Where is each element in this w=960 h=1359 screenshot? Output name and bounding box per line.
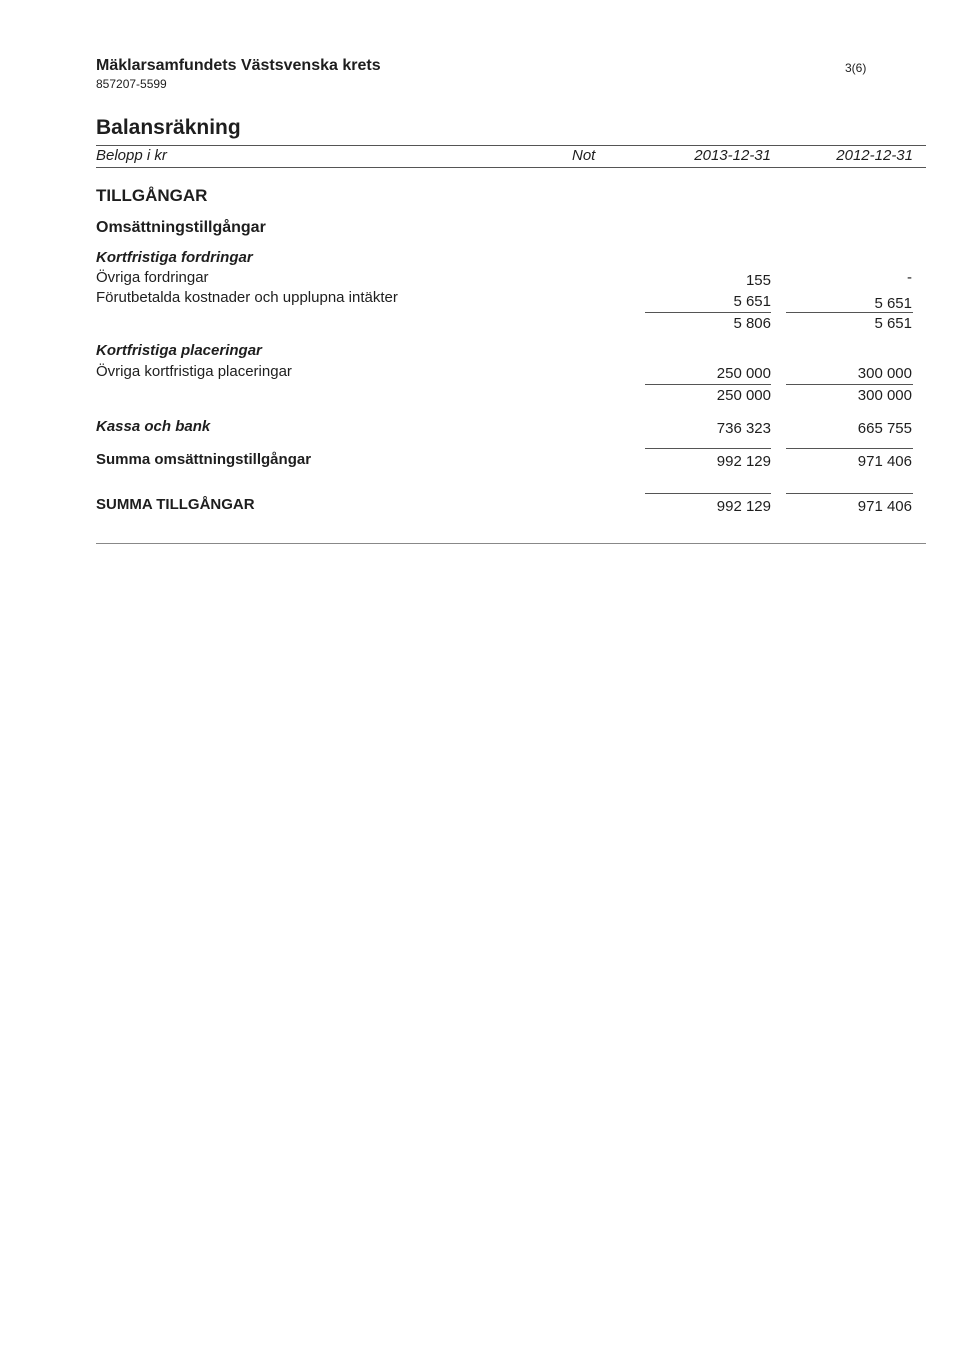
row-value-2012-total-assets: 971 406 xyxy=(857,498,912,515)
organization-number: 857207-5599 xyxy=(96,77,167,91)
row-value-2013-cash: 736 323 xyxy=(716,420,771,437)
row-value-2012-other-receivables: - xyxy=(907,269,912,286)
total-rule-2012 xyxy=(786,493,913,494)
column-header-unit: Belopp i kr xyxy=(96,147,167,164)
section-heading-current-assets: Omsättningstillgångar xyxy=(96,219,266,236)
row-value-2012-total-current-assets: 971 406 xyxy=(857,453,912,470)
row-value-2013-prepaid-expenses: 5 651 xyxy=(733,293,771,310)
column-header-year-2012: 2012-12-31 xyxy=(836,147,913,164)
subtotal-rule-2012 xyxy=(786,384,913,385)
subtotal-value-2013-investments: 250 000 xyxy=(716,387,771,404)
row-value-2013-total-current-assets: 992 129 xyxy=(716,453,771,470)
subtotal-rule-2013 xyxy=(645,312,771,313)
row-value-2013-other-investments: 250 000 xyxy=(716,365,771,382)
row-value-2013-other-receivables: 155 xyxy=(745,272,771,289)
page-number: 3(6) xyxy=(845,61,867,75)
header-rule xyxy=(96,167,926,168)
total-rule-2013 xyxy=(645,493,771,494)
subtotal-value-2012-investments: 300 000 xyxy=(857,387,912,404)
subtotal-rule-2013 xyxy=(645,384,771,385)
total-rule-2012 xyxy=(786,448,913,449)
row-value-2012-prepaid-expenses: 5 651 xyxy=(874,295,912,312)
row-label-other-investments: Övriga kortfristiga placeringar xyxy=(96,363,292,380)
subsection-heading-investments: Kortfristiga placeringar xyxy=(96,342,262,359)
row-label-cash: Kassa och bank xyxy=(96,418,211,435)
column-header-year-2013: 2013-12-31 xyxy=(694,147,771,164)
bottom-rule xyxy=(96,543,926,544)
section-heading-assets: TILLGÅNGAR xyxy=(96,186,208,205)
row-label-total-current-assets: Summa omsättningstillgångar xyxy=(96,451,312,468)
organization-name: Mäklarsamfundets Västsvenska krets xyxy=(96,57,381,74)
title-rule xyxy=(96,145,926,146)
row-label-prepaid-expenses: Förutbetalda kostnader och upplupna intäkter xyxy=(96,289,398,306)
column-header-note: Not xyxy=(572,147,596,164)
total-rule-2013 xyxy=(645,448,771,449)
row-value-2012-cash: 665 755 xyxy=(857,420,912,437)
subtotal-value-2012-receivables: 5 651 xyxy=(874,315,912,332)
row-label-total-assets: SUMMA TILLGÅNGAR xyxy=(96,496,255,513)
subsection-heading-receivables: Kortfristiga fordringar xyxy=(96,249,253,266)
page-title: Balansräkning xyxy=(96,116,241,139)
subtotal-value-2013-receivables: 5 806 xyxy=(733,315,771,332)
row-value-2012-other-investments: 300 000 xyxy=(857,365,912,382)
row-label-other-receivables: Övriga fordringar xyxy=(96,269,209,286)
subtotal-rule-2012 xyxy=(786,312,913,313)
row-value-2013-total-assets: 992 129 xyxy=(716,498,771,515)
